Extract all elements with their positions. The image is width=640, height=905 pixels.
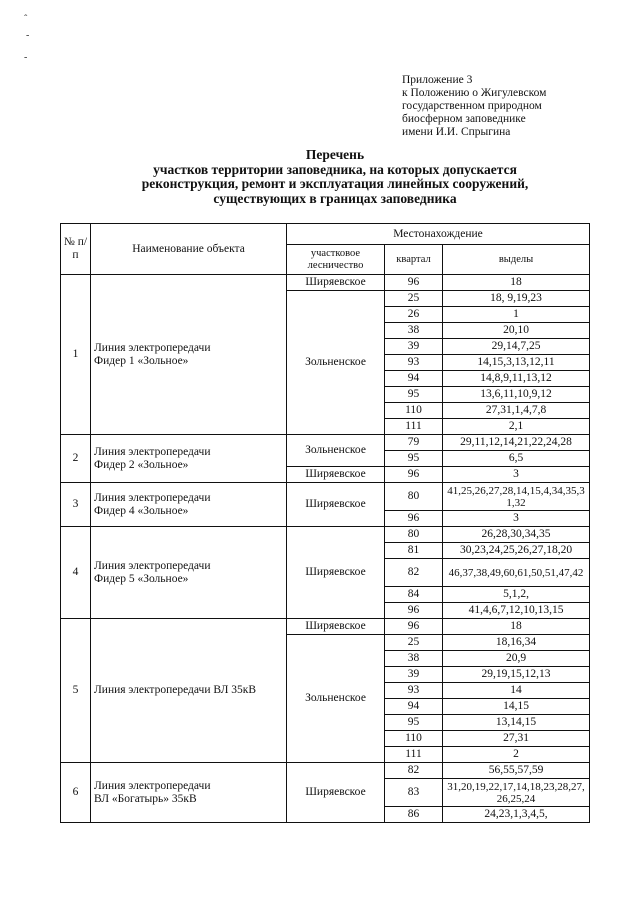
header-name: Наименование объекта bbox=[91, 224, 287, 275]
object-name-line: Линия электропередачи ВЛ 35кВ bbox=[94, 684, 257, 696]
object-number: 2 bbox=[61, 435, 91, 483]
plots-cell: 20,9 bbox=[443, 651, 590, 667]
forestry-cell: Зольненское bbox=[287, 635, 385, 763]
quarter-cell: 93 bbox=[385, 355, 443, 371]
quarter-cell: 39 bbox=[385, 339, 443, 355]
object-name-line: Линия электропередачи bbox=[94, 491, 211, 504]
plots-cell: 31,20,19,22,17,14,18,23,28,27,26,25,24 bbox=[443, 779, 590, 807]
table-row bbox=[61, 527, 590, 543]
object-name bbox=[91, 763, 287, 823]
appendix-line: государственном природном bbox=[402, 100, 542, 112]
table-row bbox=[61, 763, 590, 779]
forestry-cell: Зольненское bbox=[287, 291, 385, 435]
plots-cell: 13,6,11,10,9,12 bbox=[443, 387, 590, 403]
object-number: 1 bbox=[61, 275, 91, 435]
plots-cell: 5,1,2, bbox=[443, 587, 590, 603]
header-forestry: участковое лесничество bbox=[287, 245, 385, 275]
quarter-cell: 80 bbox=[385, 483, 443, 511]
table-row bbox=[61, 435, 590, 451]
quarter-cell: 38 bbox=[385, 323, 443, 339]
header-num: № п/п bbox=[61, 224, 91, 275]
quarter-cell: 96 bbox=[385, 467, 443, 483]
plots-cell: 56,55,57,59 bbox=[443, 763, 590, 779]
plots-cell: 2 bbox=[443, 747, 590, 763]
document-title bbox=[100, 148, 570, 206]
forestry-cell: Ширяевское bbox=[287, 619, 385, 635]
plots-cell: 2,1 bbox=[443, 419, 590, 435]
quarter-cell: 81 bbox=[385, 543, 443, 559]
title-heading: Перечень bbox=[305, 147, 365, 162]
appendix-line: биосферном заповеднике bbox=[402, 113, 526, 125]
object-name-line: ВЛ «Богатырь» 35кВ bbox=[94, 792, 197, 805]
plots-cell: 27,31,1,4,7,8 bbox=[443, 403, 590, 419]
object-name bbox=[91, 619, 287, 763]
title-line: существующих в границах заповедника bbox=[213, 190, 457, 206]
forestry-cell: Зольненское bbox=[287, 435, 385, 467]
plots-cell: 27,31 bbox=[443, 731, 590, 747]
plots-cell: 29,19,15,12,13 bbox=[443, 667, 590, 683]
table-row bbox=[61, 483, 590, 511]
quarter-cell: 39 bbox=[385, 667, 443, 683]
object-number: 5 bbox=[61, 619, 91, 763]
object-number: 3 bbox=[61, 483, 91, 527]
plots-cell: 29,14,7,25 bbox=[443, 339, 590, 355]
quarter-cell: 94 bbox=[385, 699, 443, 715]
plots-cell: 14 bbox=[443, 683, 590, 699]
plots-cell: 18, 9,19,23 bbox=[443, 291, 590, 307]
plots-cell: 14,15 bbox=[443, 699, 590, 715]
quarter-cell: 38 bbox=[385, 651, 443, 667]
object-name-line: Фидер 5 «Зольное» bbox=[94, 572, 189, 585]
quarter-cell: 111 bbox=[385, 419, 443, 435]
quarter-cell: 82 bbox=[385, 559, 443, 587]
corner-mark-3: - bbox=[24, 52, 28, 63]
quarter-cell: 79 bbox=[385, 435, 443, 451]
quarter-cell: 94 bbox=[385, 371, 443, 387]
plots-cell: 30,23,24,25,26,27,18,20 bbox=[443, 543, 590, 559]
object-name bbox=[91, 435, 287, 483]
plots-cell: 14,8,9,11,13,12 bbox=[443, 371, 590, 387]
object-name-line: Линия электропередачи bbox=[94, 779, 211, 792]
plots-cell: 13,14,15 bbox=[443, 715, 590, 731]
quarter-cell: 96 bbox=[385, 511, 443, 527]
object-number: 6 bbox=[61, 763, 91, 823]
title-line: участков территории заповедника, на которых допускается bbox=[153, 161, 517, 177]
quarter-cell: 93 bbox=[385, 683, 443, 699]
plots-cell: 14,15,3,13,12,11 bbox=[443, 355, 590, 371]
plots-cell: 18 bbox=[443, 275, 590, 291]
plots-cell: 41,4,6,7,12,10,13,15 bbox=[443, 603, 590, 619]
quarter-cell: 26 bbox=[385, 307, 443, 323]
quarter-cell: 96 bbox=[385, 619, 443, 635]
quarter-cell: 82 bbox=[385, 763, 443, 779]
header-location: Местонахождение bbox=[287, 224, 590, 245]
quarter-cell: 25 bbox=[385, 291, 443, 307]
object-number: 4 bbox=[61, 527, 91, 619]
object-name-line: Линия электропередачи bbox=[94, 559, 211, 572]
object-name-line: Фидер 2 «Зольное» bbox=[94, 458, 189, 471]
quarter-cell: 96 bbox=[385, 603, 443, 619]
header-plots: выделы bbox=[443, 245, 590, 275]
quarter-cell: 83 bbox=[385, 779, 443, 807]
quarter-cell: 95 bbox=[385, 451, 443, 467]
quarter-cell: 110 bbox=[385, 731, 443, 747]
quarter-cell: 95 bbox=[385, 387, 443, 403]
appendix-line: имени И.И. Спрыгина bbox=[402, 126, 511, 138]
plots-cell: 24,23,1,3,4,5, bbox=[443, 807, 590, 823]
plots-cell: 1 bbox=[443, 307, 590, 323]
object-name-line: Фидер 1 «Зольное» bbox=[94, 354, 189, 367]
plots-cell: 18,16,34 bbox=[443, 635, 590, 651]
plots-cell: 18 bbox=[443, 619, 590, 635]
table-body bbox=[61, 275, 590, 823]
forestry-cell: Ширяевское bbox=[287, 527, 385, 619]
forestry-cell: Ширяевское bbox=[287, 483, 385, 527]
corner-mark-1: ˆ bbox=[24, 14, 28, 25]
object-name-line: Линия электропередачи bbox=[94, 341, 211, 354]
quarter-cell: 95 bbox=[385, 715, 443, 731]
plots-cell: 20,10 bbox=[443, 323, 590, 339]
plots-cell: 29,11,12,14,21,22,24,28 bbox=[443, 435, 590, 451]
plots-cell: 26,28,30,34,35 bbox=[443, 527, 590, 543]
title-line: реконструкция, ремонт и эксплуатация линейных сооружений, bbox=[141, 176, 529, 191]
quarter-cell: 80 bbox=[385, 527, 443, 543]
forestry-cell: Ширяевское bbox=[287, 275, 385, 291]
object-name bbox=[91, 483, 287, 527]
plots-cell: 3 bbox=[443, 511, 590, 527]
plots-cell: 6,5 bbox=[443, 451, 590, 467]
plots-cell: 41,25,26,27,28,14,15,4,34,35,31,32 bbox=[443, 483, 590, 511]
quarter-cell: 84 bbox=[385, 587, 443, 603]
object-name-line: Линия электропередачи bbox=[94, 445, 211, 458]
object-name bbox=[91, 275, 287, 435]
object-name-line: Фидер 4 «Зольное» bbox=[94, 504, 189, 517]
appendix-line: к Положению о Жигулевском bbox=[402, 87, 547, 99]
linear-structures-table bbox=[60, 223, 590, 823]
table-row bbox=[61, 275, 590, 291]
appendix-line: Приложение 3 bbox=[402, 74, 473, 86]
plots-cell: 46,37,38,49,60,61,50,51,47,42 bbox=[443, 559, 590, 587]
quarter-cell: 111 bbox=[385, 747, 443, 763]
table-row bbox=[61, 619, 590, 635]
quarter-cell: 110 bbox=[385, 403, 443, 419]
quarter-cell: 25 bbox=[385, 635, 443, 651]
forestry-cell: Ширяевское bbox=[287, 467, 385, 483]
plots-cell: 3 bbox=[443, 467, 590, 483]
forestry-cell: Ширяевское bbox=[287, 763, 385, 823]
corner-mark-2: - bbox=[26, 30, 30, 41]
appendix-note bbox=[402, 74, 622, 139]
quarter-cell: 96 bbox=[385, 275, 443, 291]
object-name bbox=[91, 527, 287, 619]
header-quarter: квартал bbox=[385, 245, 443, 275]
quarter-cell: 86 bbox=[385, 807, 443, 823]
